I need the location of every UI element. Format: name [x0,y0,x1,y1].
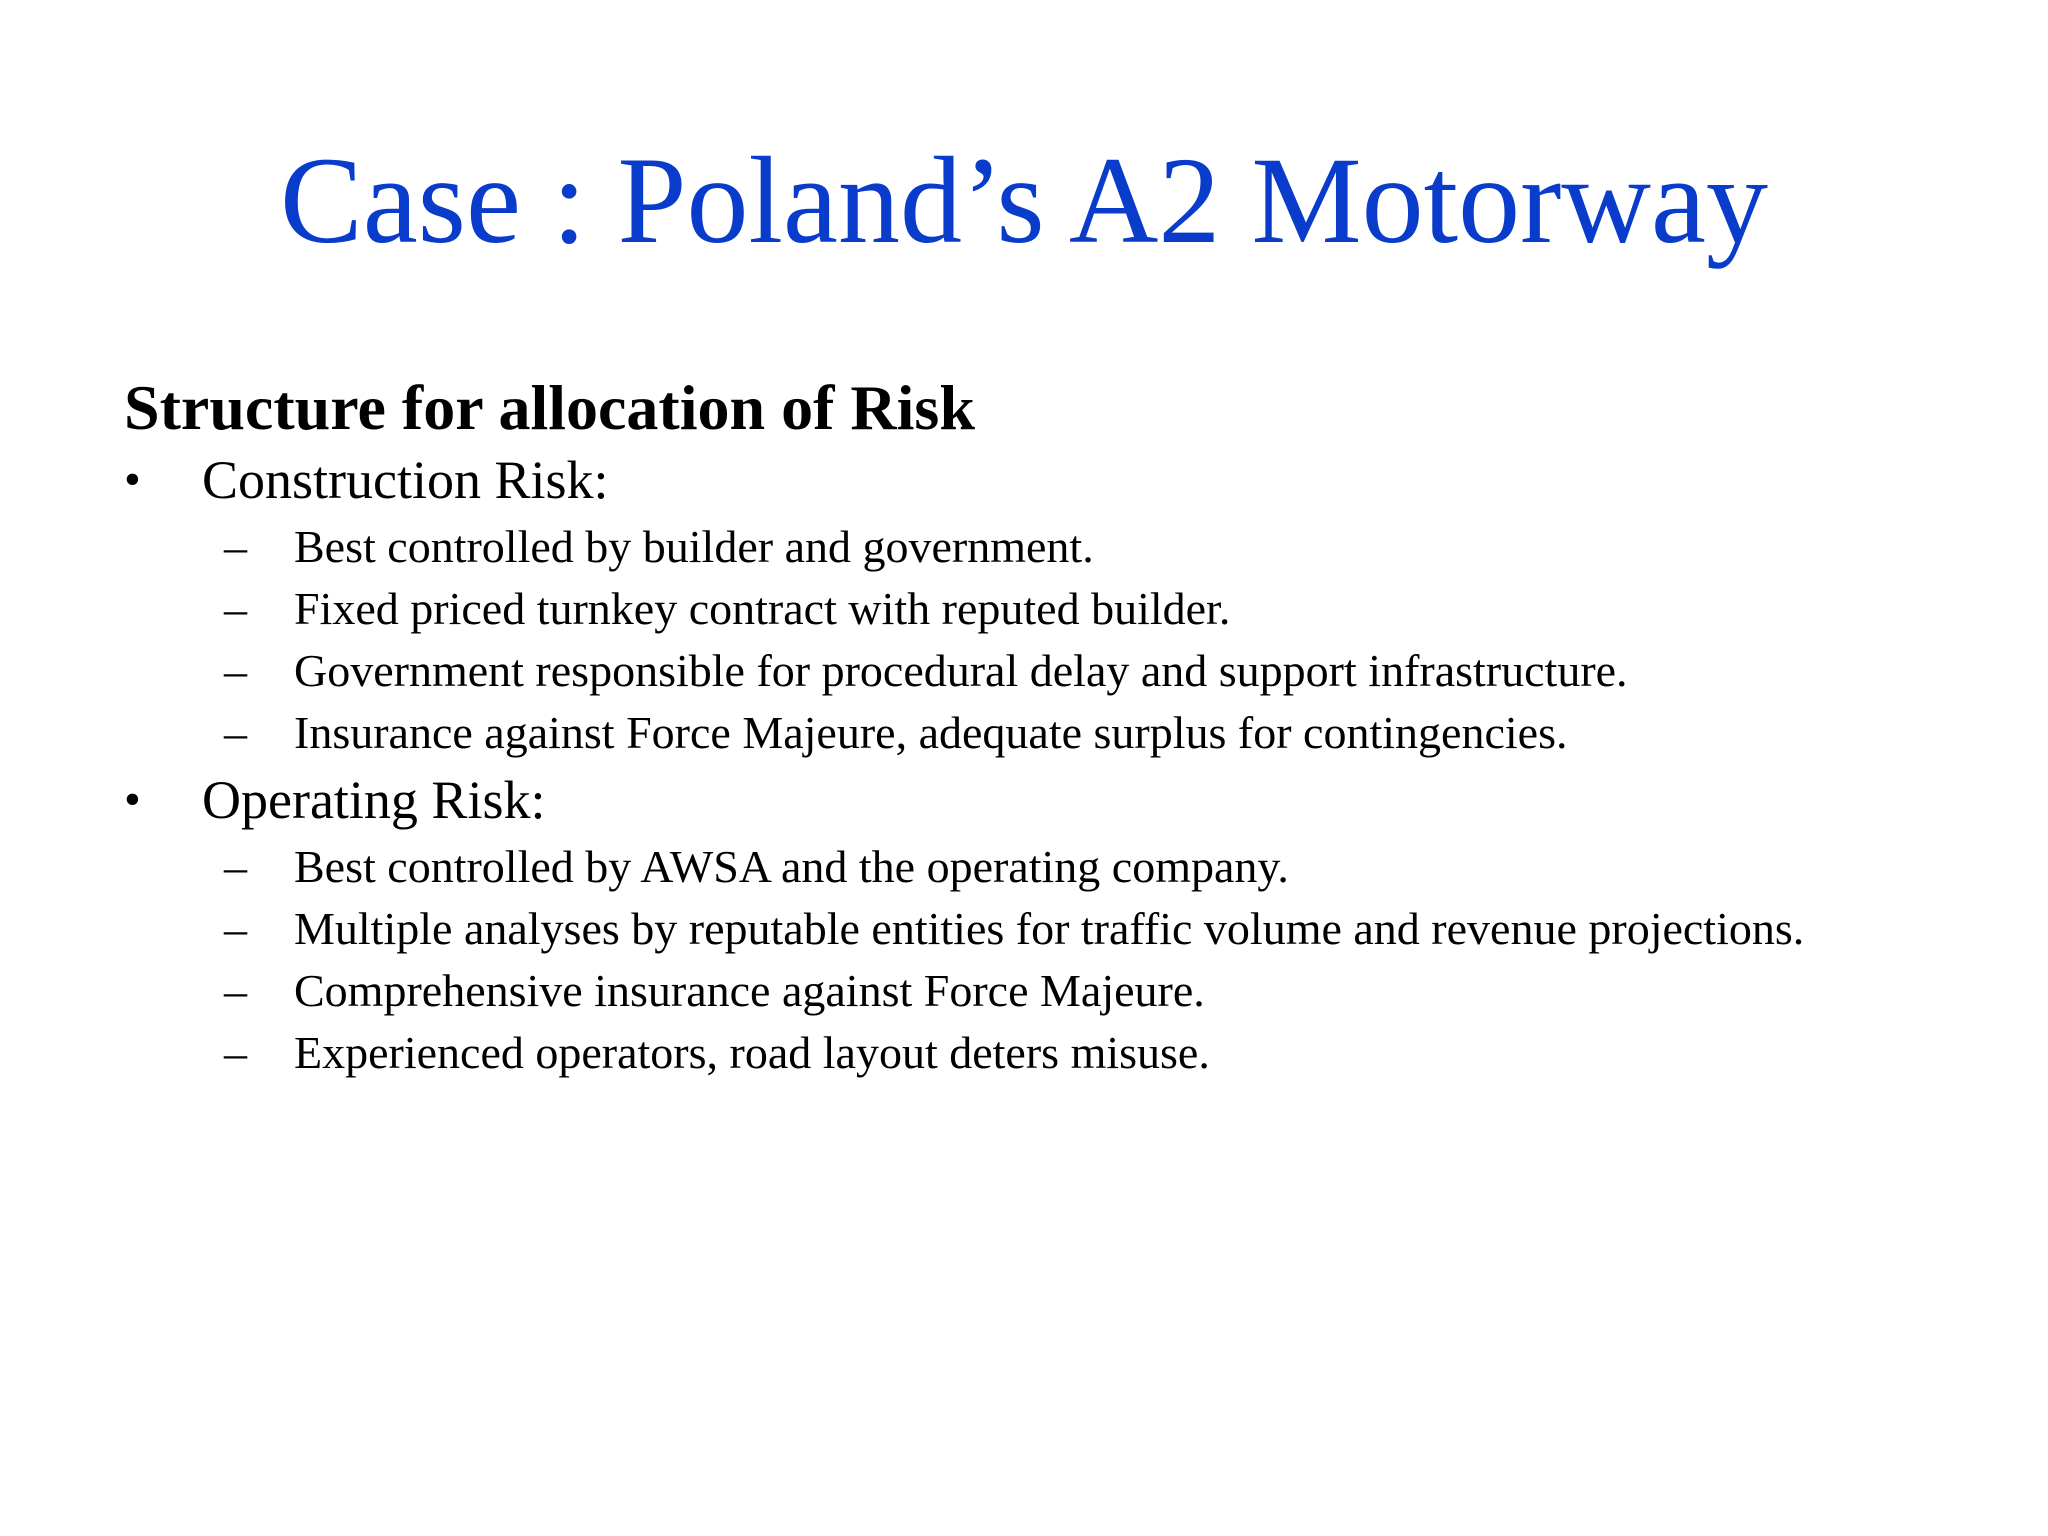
slide-title: Case : Poland’s A2 Motorway [280,132,1768,269]
bullet-item [124,764,1984,836]
sub-item-text: Government responsible for procedural delay and support infrastructure. [294,645,1628,696]
bullet-item [124,444,1984,516]
section-heading: Structure for allocation of Risk [124,372,975,443]
sub-item-text: Fixed priced turnkey contract with reputed builder. [294,583,1231,634]
sub-item-text: Comprehensive insurance against Force Majeure. [294,965,1205,1016]
sub-item-text: Insurance against Force Majeure, adequate surplus for contingencies. [294,707,1568,758]
dash-icon: – [224,965,247,1016]
sub-list-item [124,516,1984,578]
sub-item-text: Best controlled by builder and government. [294,521,1094,572]
sub-list [124,836,1984,1084]
bullet-dot-icon: • [124,453,141,506]
dash-icon: – [224,583,247,634]
dash-icon: – [224,645,247,696]
sub-item-text: Best controlled by AWSA and the operating company. [294,841,1289,892]
dash-icon: – [224,1027,247,1078]
operating-risk-section [124,764,1984,1084]
sub-item-text: Multiple analyses by reputable entities for traffic volume and revenue projections. [294,903,1805,954]
sub-item-text: Experienced operators, road layout deters misuse. [294,1027,1210,1078]
sub-list-item [124,640,1984,702]
bullet-dot-icon: • [124,773,141,826]
bullet-label: Operating Risk: [202,770,546,830]
dash-icon: – [224,841,247,892]
sub-list-item [124,898,1984,960]
sub-list-item [124,578,1984,640]
sub-list [124,516,1984,764]
sub-list-item [124,702,1984,764]
construction-risk-section [124,444,1984,764]
sub-list-item [124,960,1984,1022]
dash-icon: – [224,521,247,572]
sub-list-item [124,836,1984,898]
bullet-label: Construction Risk: [202,450,609,510]
sub-list-item [124,1022,1984,1084]
dash-icon: – [224,707,247,758]
dash-icon: – [224,903,247,954]
